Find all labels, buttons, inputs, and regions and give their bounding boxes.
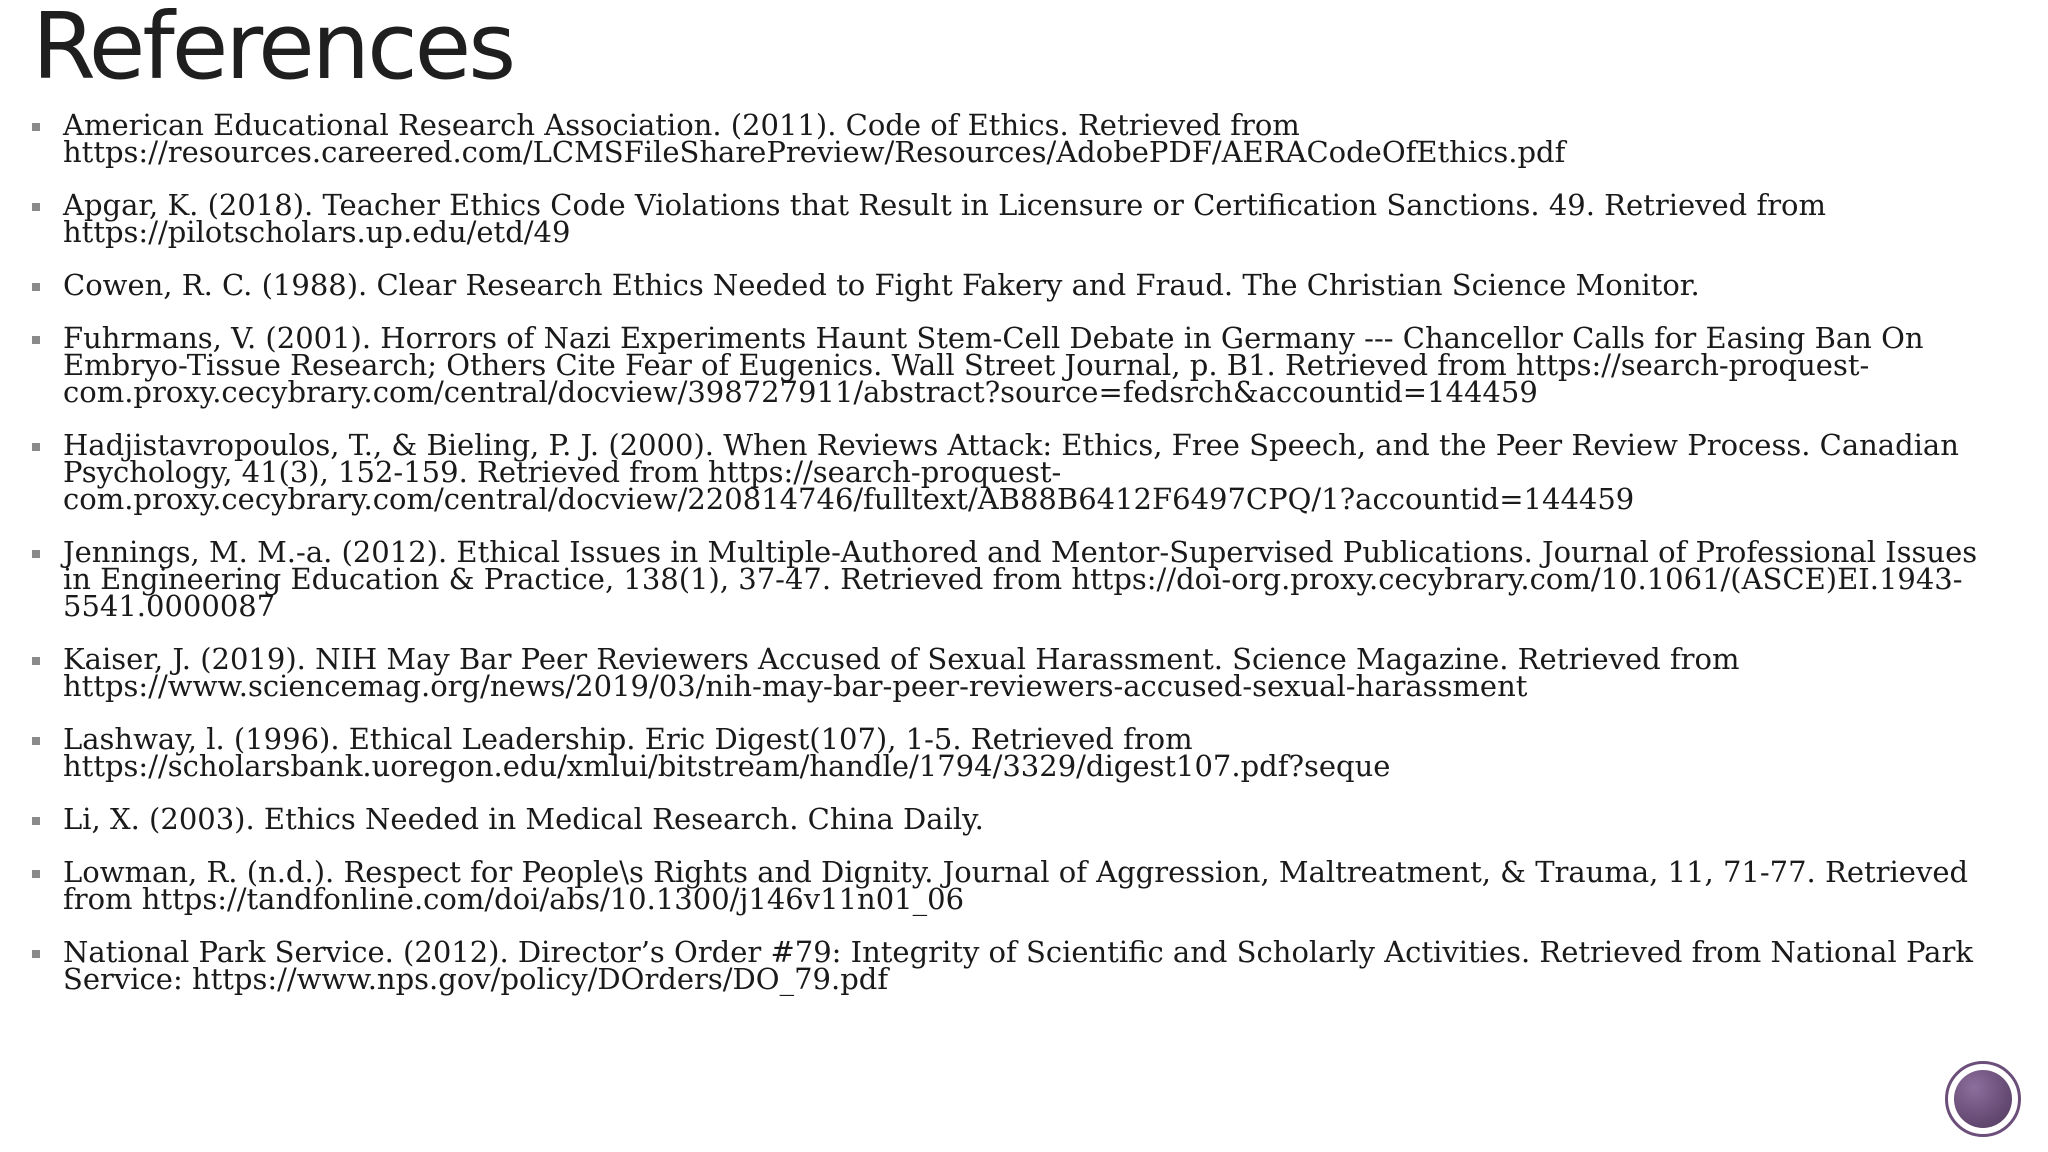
bullet-icon [32,550,40,558]
reference-text: Fuhrmans, V. (2001). Horrors of Nazi Experiments Haunt Stem-Cell Debate in Germany --- Chancellor Calls for Easing Ban On Embryo-Tissue Research; Others Cite Fear of Eugenics. Wall Street Journal, p. B1. Retrieved from https://search-proquest-com.proxy.cecybrary.com/central/docview/398727911/abstract?source=fedsrch&accountid=144459 [63,321,1924,409]
reference-item [28,321,2008,409]
bullet-icon [32,443,40,451]
bullet-icon [32,737,40,745]
reference-item [28,802,2008,836]
reference-text: Lashway, l. (1996). Ethical Leadership. Eric Digest(107), 1-5. Retrieved from https://scholarsbank.uoregon.edu/xmlui/bitstream/handle/1794/3329/digest107.pdf?seque [63,722,1391,783]
reference-text: National Park Service. (2012). Director’s Order #79: Integrity of Scientific and Scholarly Activities. Retrieved from National Park Service: https://www.nps.gov/policy/DOrders/DO_79.pdf [63,935,1973,996]
reference-item [28,935,2008,996]
reference-item [28,188,2008,249]
bullet-icon [32,657,40,665]
bullet-icon [32,283,40,291]
slide-title: References [32,0,514,100]
reference-text: Kaiser, J. (2019). NIH May Bar Peer Reviewers Accused of Sexual Harassment. Science Magazine. Retrieved from https://www.sciencemag.org/news/2019/03/nih-may-bar-peer-reviewers-accused-sexual-harassment [63,642,1740,703]
bullet-icon [32,870,40,878]
bullet-icon [32,203,40,211]
bullet-icon [32,950,40,958]
reference-item [28,535,2008,623]
reference-item [28,855,2008,916]
reference-text: Li, X. (2003). Ethics Needed in Medical Research. China Daily. [63,802,984,836]
reference-text: Lowman, R. (n.d.). Respect for People\s Rights and Dignity. Journal of Aggression, Maltreatment, & Trauma, 11, 71-77. Retrieved from https://tandfonline.com/doi/abs/10.1300/j146v11n01_06 [63,855,1969,916]
badge-fill [1954,1070,2012,1128]
bullet-icon [32,336,40,344]
reference-item [28,642,2008,703]
reference-item [28,108,2008,169]
reference-list [28,108,2008,1019]
reference-text: Jennings, M. M.-a. (2012). Ethical Issues in Multiple-Authored and Mentor-Supervised Publications. Journal of Professional Issues in Engineering Education & Practice, 138(1), 37-47. Retrieved from https://doi-org.proxy.cecybrary.com/10.1061/(ASCE)EI.1943-5541.0000087 [63,535,1978,623]
reference-text: American Educational Research Association. (2011). Code of Ethics. Retrieved from https://resources.careered.com/LCMSFileSharePreview/Resources/AdobePDF/AERACodeOfEthics.pdf [63,108,1566,169]
reference-item [28,722,2008,783]
reference-item [28,428,2008,516]
reference-text: Apgar, K. (2018). Teacher Ethics Code Violations that Result in Licensure or Certification Sanctions. 49. Retrieved from https://pilotscholars.up.edu/etd/49 [63,188,1827,249]
bullet-icon [32,817,40,825]
slide-corner-badge-icon [1945,1061,2021,1137]
reference-item [28,268,2008,302]
reference-text: Hadjistavropoulos, T., & Bieling, P. J. (2000). When Reviews Attack: Ethics, Free Speech, and the Peer Review Process. Canadian Psychology, 41(3), 152-159. Retrieved from https://search-proquest-com.proxy.cecybrary.com/central/docview/220814746/fulltext/AB88B6412F6497CPQ/1?accountid=144459 [63,428,1959,516]
reference-text: Cowen, R. C. (1988). Clear Research Ethics Needed to Fight Fakery and Fraud. The Christian Science Monitor. [63,268,1700,302]
bullet-icon [32,123,40,131]
